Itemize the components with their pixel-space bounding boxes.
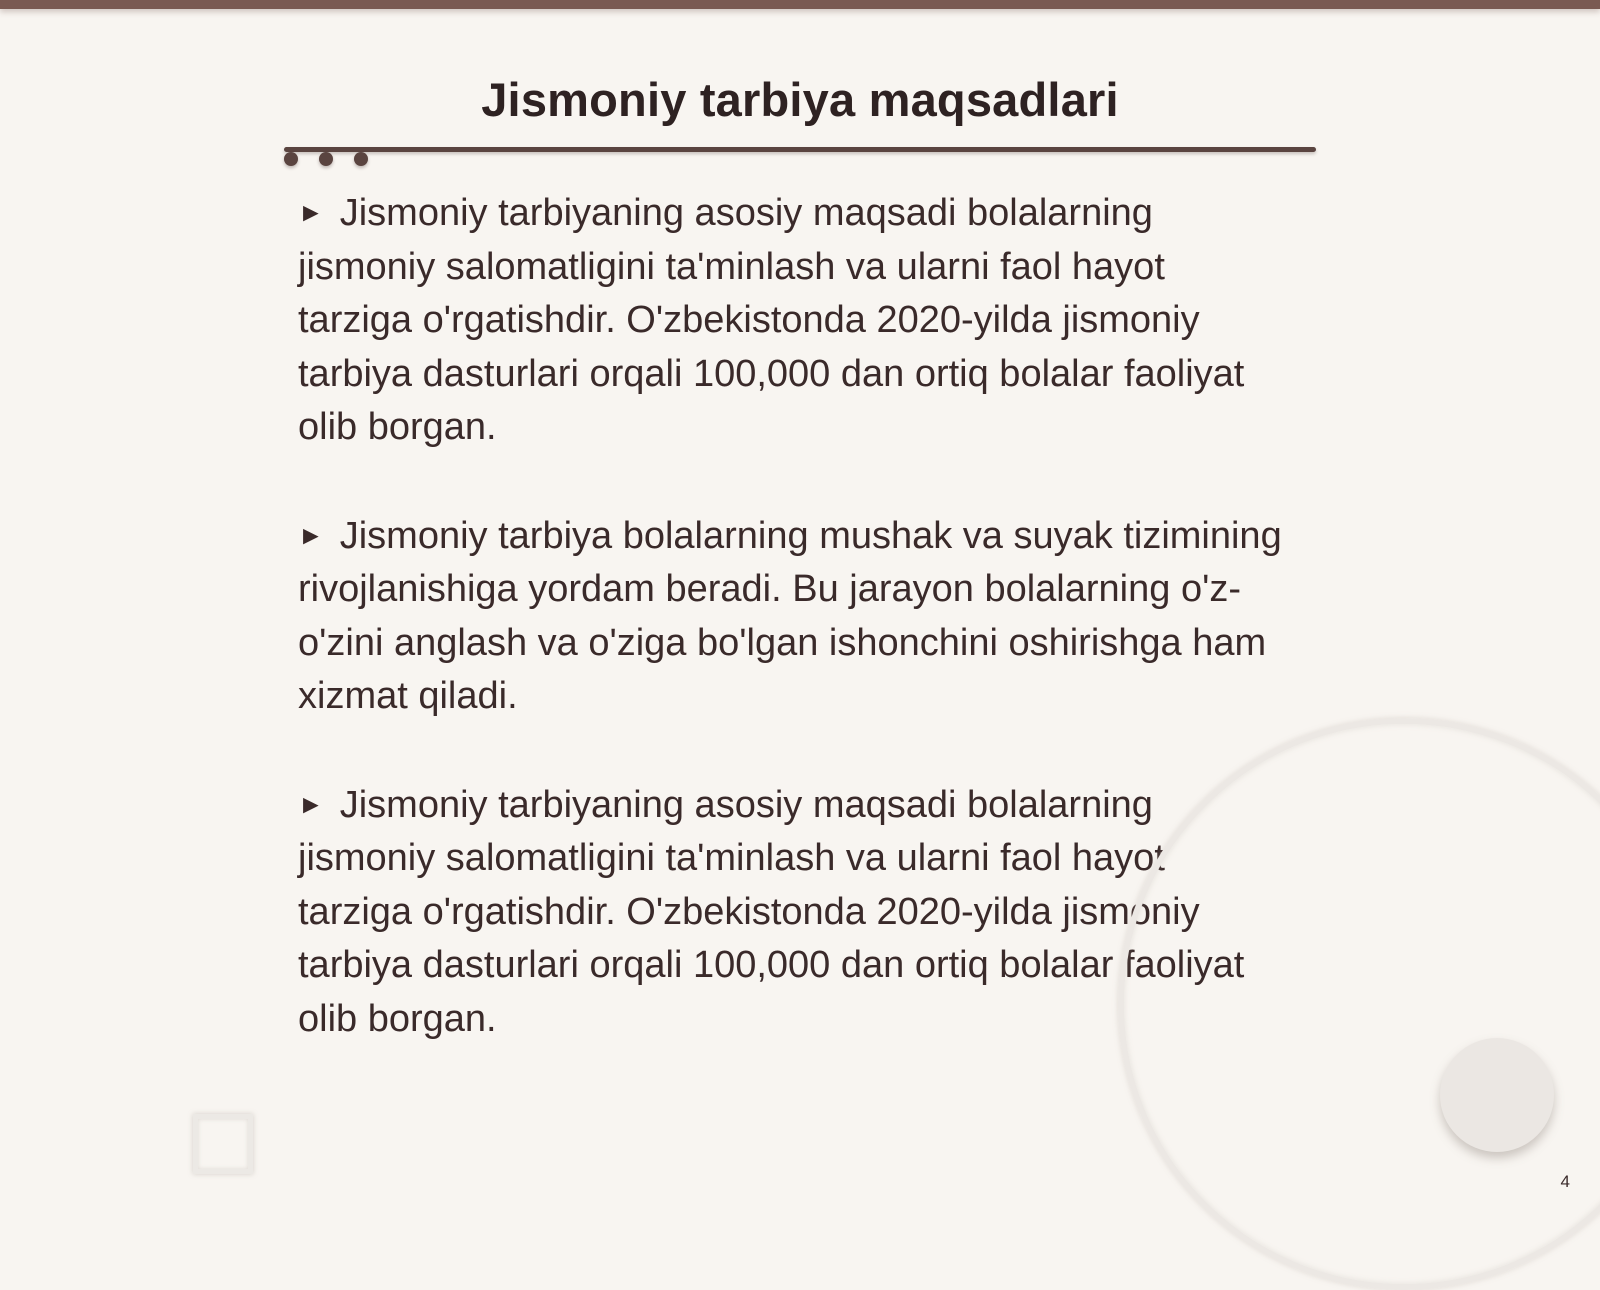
decorative-dot (354, 152, 368, 166)
bullet-item (298, 509, 1288, 724)
page-number: 4 (1560, 1172, 1570, 1191)
bullet-text: Jismoniy tarbiya bolalarning mushak va suyak tizimining rivojlanishiga yordam beradi. Bu jarayon bolalarning o'z-o'zini anglash va o'ziga bo'lgan ishonchini oshirishga ham xizmat qiladi. (298, 514, 1282, 717)
bullet-item (298, 186, 1288, 455)
bullet-text: Jismoniy tarbiyaning asosiy maqsadi bolalarning jismoniy salomatligini ta'minlash va ularni faol hayot tarziga o'rgatishdir. O'zbekistonda 2020-yilda jismoniy tarbiya dasturlari orqali 100,000 dan ortiq bolalar faoliyat olib borgan. (298, 192, 1245, 448)
decorative-dot (319, 152, 333, 166)
bullet-arrow-icon: ► (298, 788, 324, 819)
decorative-square (193, 1114, 253, 1174)
bullet-arrow-icon: ► (298, 197, 324, 227)
decorative-dot (284, 152, 298, 166)
top-accent-bar (0, 0, 1600, 9)
slide-title: Jismoniy tarbiya maqsadlari (481, 73, 1119, 126)
bullet-text: Jismoniy tarbiyaning asosiy maqsadi bolalarning jismoniy salomatligini ta'minlash va ularni faol hayot tarziga o'rgatishdir. O'zbekistonda 2020-yilda jismoniy tarbiya dasturlari orqali 100,000 dan ortiq bolalar faoliyat olib borgan. (298, 783, 1245, 1040)
decorative-circle (1440, 1038, 1554, 1152)
bullet-arrow-icon: ► (298, 519, 324, 550)
title-underline (284, 147, 1316, 152)
